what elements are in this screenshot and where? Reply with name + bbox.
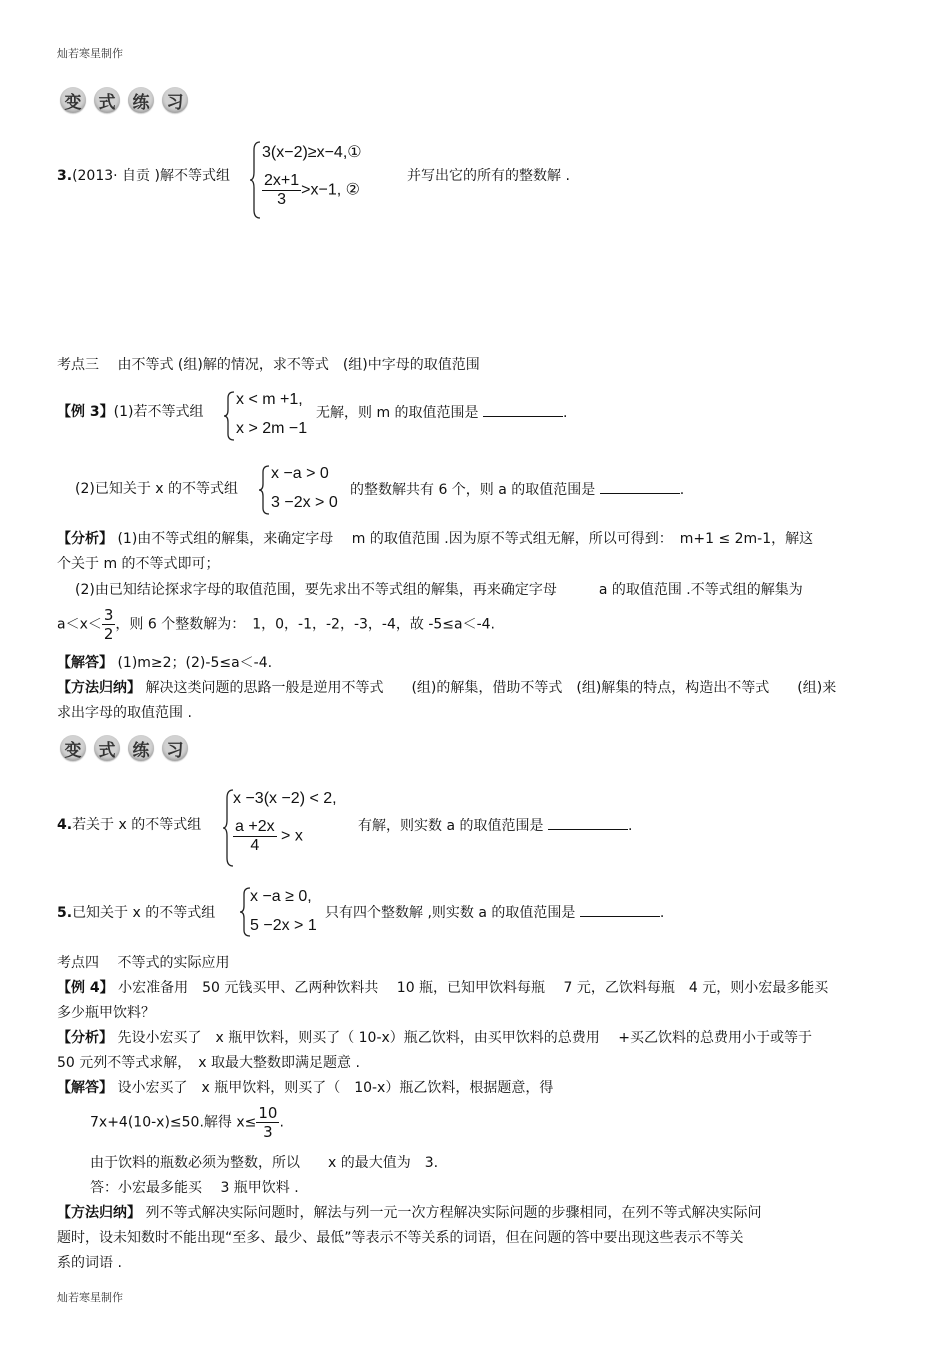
example-label: 【例 3】 bbox=[57, 404, 114, 420]
answer-label: 【解答】 bbox=[57, 1080, 113, 1096]
example-label: 【例 4】 bbox=[57, 980, 114, 996]
question-number: 4. bbox=[57, 817, 73, 833]
analysis-label: 【分析】 bbox=[57, 531, 113, 547]
banner-char: 式 bbox=[94, 87, 120, 113]
topic-heading-4: 考点四 不等式的实际应用 bbox=[57, 955, 230, 971]
question-number: 3. bbox=[57, 168, 73, 184]
header-credit: 灿若寒星制作 bbox=[57, 47, 123, 60]
system-line-2: 5 −2x > 1 bbox=[250, 917, 317, 934]
fraction: $\frac{10}{3}$ bbox=[258, 1104, 278, 1141]
answer-line: 答：小宏最多能买 3 瓶甲饮料 . bbox=[90, 1180, 299, 1196]
system-line-2: $\frac{a +2x}{4}$ > x bbox=[235, 818, 303, 854]
system-line-1: 3(x−2)≥x−4,① bbox=[262, 144, 362, 161]
method-line: 求出字母的取值范围 . bbox=[57, 705, 192, 721]
answer-blank[interactable] bbox=[483, 404, 563, 417]
method-label: 【方法归纳】 bbox=[57, 680, 141, 696]
answer-line: 由于饮料的瓶数必须为整数，所以 x 的最大值为 3. bbox=[90, 1155, 439, 1171]
question-line: 多少瓶甲饮料？ bbox=[57, 1005, 155, 1021]
banner-char: 习 bbox=[162, 735, 188, 761]
analysis-label: 【分析】 bbox=[57, 1030, 113, 1046]
banner-char: 练 bbox=[128, 735, 154, 761]
analysis-line: 50 元列不等式求解， x 取最大整数即满足题意 . bbox=[57, 1055, 360, 1071]
part-2-prefix: (2)已知关于 x 的不等式组 bbox=[75, 481, 239, 497]
analysis-line: (2)由已知结论探求字母的取值范围，要先求出不等式组的解集，再来确定字母 a 的取值范围 .不等式组的解集为 bbox=[75, 582, 803, 598]
banner-char: 习 bbox=[162, 87, 188, 113]
question-suffix: 并写出它的所有的整数解 . bbox=[407, 168, 570, 184]
left-brace-icon bbox=[259, 464, 271, 516]
answer-blank[interactable] bbox=[580, 904, 660, 917]
system-line-1: x < m +1, bbox=[236, 391, 303, 408]
banner-char: 变 bbox=[60, 87, 86, 113]
question-number: 5. bbox=[57, 905, 73, 921]
practice-banner-1 bbox=[60, 87, 188, 113]
answer-blank[interactable] bbox=[548, 817, 628, 830]
analysis-line: 个关于 m 的不等式即可； bbox=[57, 556, 220, 572]
answer-line-fraction: 7x+4(10-x)≤50.解得 x≤ $\frac{10}{3}$ . bbox=[90, 1104, 284, 1141]
method-line: 题时，设未知数时不能出现“至多、最少、最低”等表示不等关系的词语，但在问题的答中要出现这些表示不等关 bbox=[57, 1230, 744, 1246]
method-line: 系的词语 . bbox=[57, 1255, 122, 1271]
fraction: $\frac{2x+1}{3}$ bbox=[264, 172, 300, 208]
footer-credit: 灿若寒星制作 bbox=[57, 1291, 123, 1304]
system-line-1: x −a > 0 bbox=[271, 465, 329, 482]
banner-char: 式 bbox=[94, 735, 120, 761]
fraction: $\frac{3}{2}$ bbox=[103, 606, 114, 643]
system-line-2: $\frac{2x+1}{3}$ >x−1, ② bbox=[264, 172, 360, 208]
topic-heading-3: 考点三 由不等式 (组)解的情况，求不等式 (组)中字母的取值范围 bbox=[57, 357, 480, 373]
banner-char: 变 bbox=[60, 735, 86, 761]
analysis-line-fraction: a＜x＜ $\frac{3}{2}$ ，则 6 个整数解为： 1，0，-1，-2，-3，-4，故 -5≤a＜-4. bbox=[57, 606, 496, 643]
left-brace-icon bbox=[250, 140, 262, 220]
system-line-2: x > 2m −1 bbox=[236, 420, 308, 437]
system-line-1: x −a ≥ 0, bbox=[250, 888, 312, 905]
method-label: 【方法归纳】 bbox=[57, 1205, 141, 1221]
answer-blank[interactable] bbox=[600, 481, 680, 494]
banner-char: 练 bbox=[128, 87, 154, 113]
question-prefix: (2013· 自贡 )解不等式组 bbox=[72, 168, 230, 184]
left-brace-icon bbox=[224, 390, 236, 442]
system-line-2: 3 −2x > 0 bbox=[271, 494, 338, 511]
practice-banner-2 bbox=[60, 735, 188, 761]
answer-label: 【解答】 bbox=[57, 655, 113, 671]
fraction: $\frac{a +2x}{4}$ bbox=[235, 818, 275, 854]
system-line-1: x −3(x −2) < 2, bbox=[233, 790, 337, 807]
